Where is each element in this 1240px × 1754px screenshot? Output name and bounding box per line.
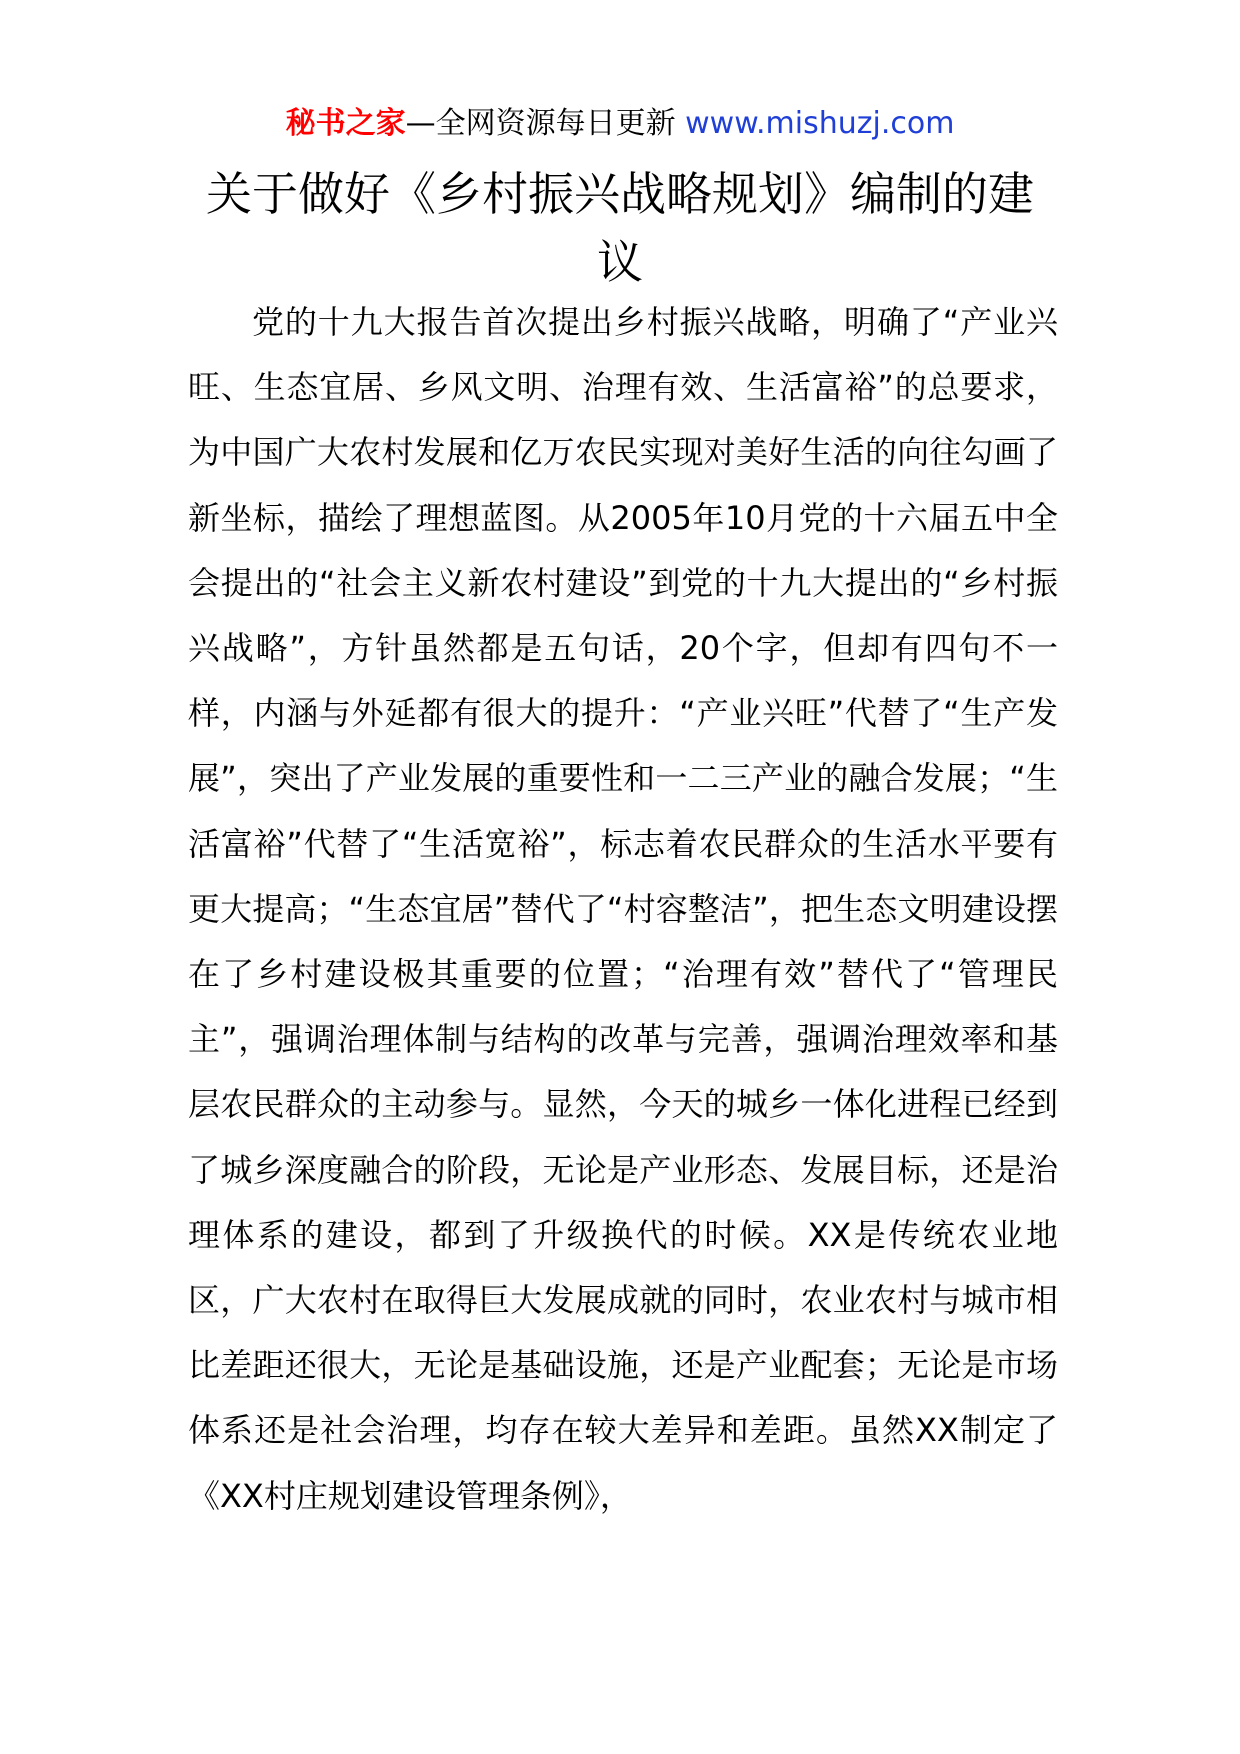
site-url-link[interactable]: www.mishuzj.com <box>685 106 955 141</box>
document-title: 关于做好《乡村振兴战略规划》编制的建议 <box>206 167 1034 289</box>
brand-name: 秘书之家 <box>285 106 406 141</box>
body-paragraph: 党的十九大报告首次提出乡村振兴战略，明确了“产业兴旺、生态宜居、乡风文明、治理有效、生活富裕”的总要求，为中国广大农村发展和亿万农民实现对美好生活的向往勾画了新坐标，描绘了理想蓝图。从2005年10月党的十六届五中全会提出的“社会主义新农村建设”到党的十九大提出的“乡村振兴战略”，方针虽然都是五句话，20个字，但却有四句不一样，内涵与外延都有很大的提升：“产业兴旺”代替了“生产发展”，突出了产业发展的重要性和一二三产业的融合发展；“生活富裕”代替了“生活宽裕”，标志着农民群众的生活水平要有更大提高；“生态宜居”替代了“村容整洁”，把生态文明建设摆在了乡村建设极其重要的位置；“治理有效”替代了“管理民主”，强调治理体制与结构的改革与完善，强调治理效率和基层农民群众的主动参与。显然，今天的城乡一体化进程已经到了城乡深度融合的阶段，无论是产业形态、发展目标，还是治理体系的建设，都到了升级换代的时候。XX是传统农业地区，广大农村在取得巨大发展成就的同时，农业农村与城市相比差距还很大，无论是基础设施，还是产业配套；无论是市场体系还是社会治理，均存在较大差异和差距。虽然XX制定了《XX村庄规划建设管理条例》， <box>188 303 1058 1515</box>
site-header <box>0 100 1240 148</box>
header-tagline: —全网资源每日更新 <box>405 106 686 141</box>
